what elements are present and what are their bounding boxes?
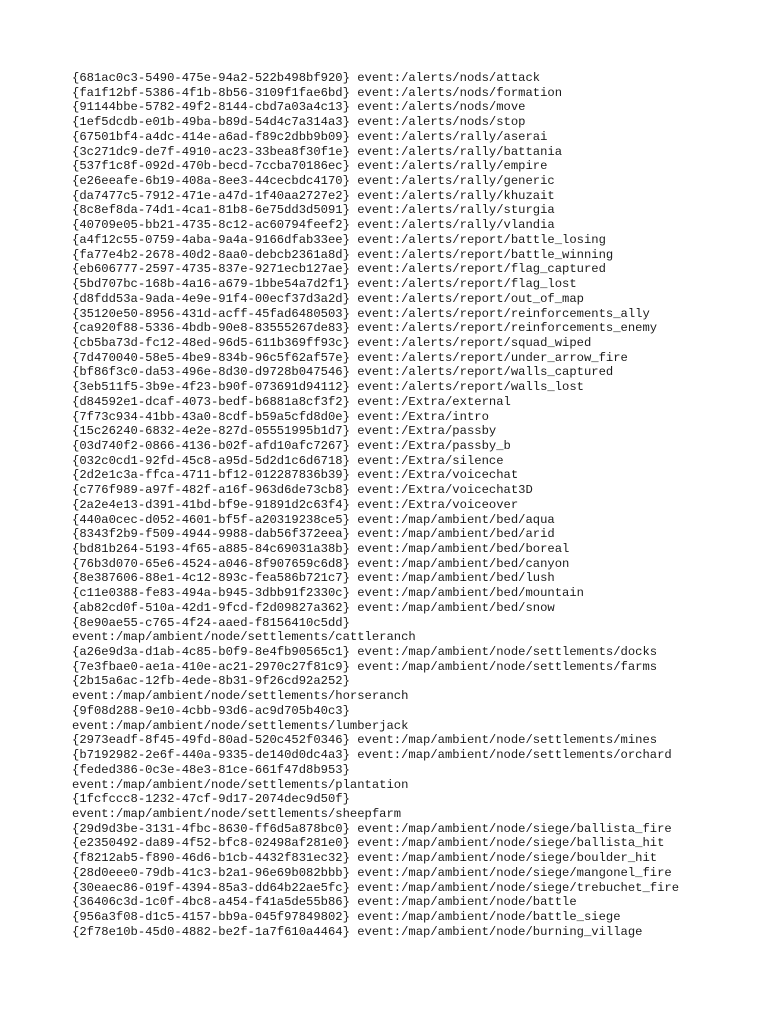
text-line: {d84592e1-dcaf-4073-bedf-b6881a8cf3f2} event:/Extra/external	[72, 394, 511, 409]
text-line: {1fcfccc8-1232-47cf-9d17-2074dec9d50f}	[72, 792, 350, 807]
text-line: {2a2e4e13-d391-41bd-bf9e-91891d2c63f4} event:/Extra/voiceover	[72, 497, 519, 512]
text-line: {35120e50-8956-431d-acff-45fad6480503} event:/alerts/report/reinforcements_ally	[72, 306, 650, 321]
text-line: {2d2e1c3a-ffca-4711-bf12-012287836b39} event:/Extra/voicechat	[72, 468, 519, 483]
text-line: {ab82cd0f-510a-42d1-9fcd-f2d09827a362} event:/map/ambient/bed/snow	[72, 600, 555, 615]
text-line: {ca920f88-5336-4bdb-90e8-83555267de83} event:/alerts/report/reinforcements_enemy	[72, 321, 658, 336]
text-line: {8e387606-88e1-4c12-893c-fea586b721c7} event:/map/ambient/bed/lush	[72, 571, 555, 586]
text-line: {da7477c5-7912-471e-a47d-1f40aa2727e2} event:/alerts/rally/khuzait	[72, 188, 555, 203]
text-line: {91144bbe-5782-49f2-8144-cbd7a03a4c13} event:/alerts/nods/move	[72, 100, 526, 115]
text-line: {8c8ef8da-74d1-4ca1-81b8-6e75dd3d5091} event:/alerts/rally/sturgia	[72, 203, 555, 218]
text-line: {956a3f08-d1c5-4157-bb9a-045f97849802} event:/map/ambient/node/battle_siege	[72, 909, 621, 924]
text-line: {7d470040-58e5-4be9-834b-96c5f62af57e} event:/alerts/report/under_arrow_fire	[72, 350, 628, 365]
text-line: event:/map/ambient/node/settlements/sheepfarm	[72, 806, 402, 821]
text-line: {7f73c934-41bb-43a0-8cdf-b59a5cfd8d0e} event:/Extra/intro	[72, 409, 489, 424]
text-line: {40709e05-bb21-4735-8c12-ac60794feef2} event:/alerts/rally/vlandia	[72, 218, 555, 233]
text-line: {a4f12c55-0759-4aba-9a4a-9166dfab33ee} event:/alerts/report/battle_losing	[72, 232, 606, 247]
text-line: {15c26240-6832-4e2e-827d-05551995b1d7} event:/Extra/passby	[72, 424, 497, 439]
text-line: {bd81b264-5193-4f65-a885-84c69031a38b} event:/map/ambient/bed/boreal	[72, 542, 570, 556]
text-line: {3eb511f5-3b9e-4f23-b90f-073691d94112} event:/alerts/report/walls_lost	[72, 380, 584, 395]
text-line: {03d740f2-0866-4136-b02f-afd10afc7267} event:/Extra/passby_b	[72, 438, 511, 453]
text-line: {1ef5dcdb-e01b-49ba-b89d-54d4c7a314a3} event:/alerts/nods/stop	[72, 115, 526, 130]
text-line: {d8fdd53a-9ada-4e9e-91f4-00ecf37d3a2d} event:/alerts/report/out_of_map	[72, 291, 584, 306]
text-line: {bf86f3c0-da53-496e-8d30-d9728b047546} event:/alerts/report/walls_captured	[72, 365, 614, 380]
text-line: {feded386-0c3e-48e3-81ce-661f47d8b953}	[72, 762, 350, 777]
text-line: {67501bf4-a4dc-414e-a6ad-f89c2dbb9b09} event:/alerts/rally/aserai	[72, 129, 548, 144]
text-line: {36406c3d-1c0f-4bc8-a454-f41a5de55b86} event:/map/ambient/node/battle	[72, 895, 577, 910]
text-line: {a26e9d3a-d1ab-4c85-b0f9-8e4fb90565c1} event:/map/ambient/node/settlements/docks	[72, 645, 658, 660]
text-line: event:/map/ambient/node/settlements/cattleranch	[72, 630, 416, 645]
text-line: {3c271dc9-de7f-4910-ac23-33bea8f30f1e} event:/alerts/rally/battania	[72, 144, 563, 159]
text-line: {7e3fbae0-ae1a-410e-ac21-2970c27f81c9} event:/map/ambient/node/settlements/farms	[72, 659, 658, 674]
document-text	[72, 71, 712, 939]
text-line: {e2350492-da89-4f52-bfc8-02498af281e0} event:/map/ambient/node/siege/ballista_hit	[72, 836, 665, 851]
text-line: event:/map/ambient/node/settlements/lumberjack	[72, 718, 409, 733]
text-line: {8343f2b9-f509-4944-9988-dab56f372eea} event:/map/ambient/bed/arid	[72, 527, 555, 542]
text-line: {b7192982-2e6f-440a-9335-de140d0dc4a3} event:/map/ambient/node/settlements/orchard	[72, 748, 672, 763]
text-line: {c11e0388-fe83-494a-b945-3dbb91f2330c} event:/map/ambient/bed/mountain	[72, 586, 584, 601]
text-line: {e26eeafe-6b19-408a-8ee3-44cecbdc4170} event:/alerts/rally/generic	[72, 174, 555, 189]
text-line: {28d0eee0-79db-41c3-b2a1-96e69b082bbb} event:/map/ambient/node/siege/mangonel_fire	[72, 865, 672, 880]
text-line: {9f08d288-9e10-4cbb-93d6-ac9d705b40c3}	[72, 703, 350, 718]
text-line: {2f78e10b-45d0-4882-be2f-1a7f610a4464} event:/map/ambient/node/burning_village	[72, 924, 643, 939]
text-line: {f8212ab5-f890-46d6-b1cb-4432f831ec32} event:/map/ambient/node/siege/boulder_hit	[72, 851, 658, 866]
text-line: {537f1c8f-092d-470b-becd-7ccba70186ec} event:/alerts/rally/empire	[72, 159, 548, 174]
text-line: {5bd707bc-168b-4a16-a679-1bbe54a7d2f1} event:/alerts/report/flag_lost	[72, 277, 577, 292]
text-line: {76b3d070-65e6-4524-a046-8f907659c6d8} event:/map/ambient/bed/canyon	[72, 556, 570, 571]
text-line: {032c0cd1-92fd-45c8-a95d-5d2d1c6d6718} event:/Extra/silence	[72, 453, 504, 468]
text-line: {c776f989-a97f-482f-a16f-963d6de73cb8} event:/Extra/voicechat3D	[72, 483, 533, 498]
text-line: {8e90ae55-c765-4f24-aaed-f8156410c5dd}	[72, 615, 350, 630]
text-line: {fa1f12bf-5386-4f1b-8b56-3109f1fae6bd} event:/alerts/nods/formation	[72, 85, 563, 100]
text-line: {cb5ba73d-fc12-48ed-96d5-611b369ff93c} event:/alerts/report/squad_wiped	[72, 335, 592, 350]
text-line: {30eaec86-019f-4394-85a3-dd64b22ae5fc} event:/map/ambient/node/siege/trebuchet_fire	[72, 880, 680, 895]
text-line: {440a0cec-d052-4601-bf5f-a20319238ce5} event:/map/ambient/bed/aqua	[72, 512, 555, 527]
text-line: {2b15a6ac-12fb-4ede-8b31-9f26cd92a252}	[72, 674, 350, 689]
text-line: {2973eadf-8f45-49fd-80ad-520c452f0346} event:/map/ambient/node/settlements/mines	[72, 733, 658, 748]
text-line: event:/map/ambient/node/settlements/horseranch	[72, 689, 409, 704]
text-line: {29d9d3be-3131-4fbc-8630-ff6d5a878bc0} event:/map/ambient/node/siege/ballista_fire	[72, 821, 672, 836]
text-line: {681ac0c3-5490-475e-94a2-522b498bf920} event:/alerts/nods/attack	[72, 71, 541, 85]
text-line: {fa77e4b2-2678-40d2-8aa0-debcb2361a8d} event:/alerts/report/battle_winning	[72, 247, 614, 262]
text-line: event:/map/ambient/node/settlements/plantation	[72, 777, 409, 792]
text-line: {eb606777-2597-4735-837e-9271ecb127ae} event:/alerts/report/flag_captured	[72, 262, 606, 277]
